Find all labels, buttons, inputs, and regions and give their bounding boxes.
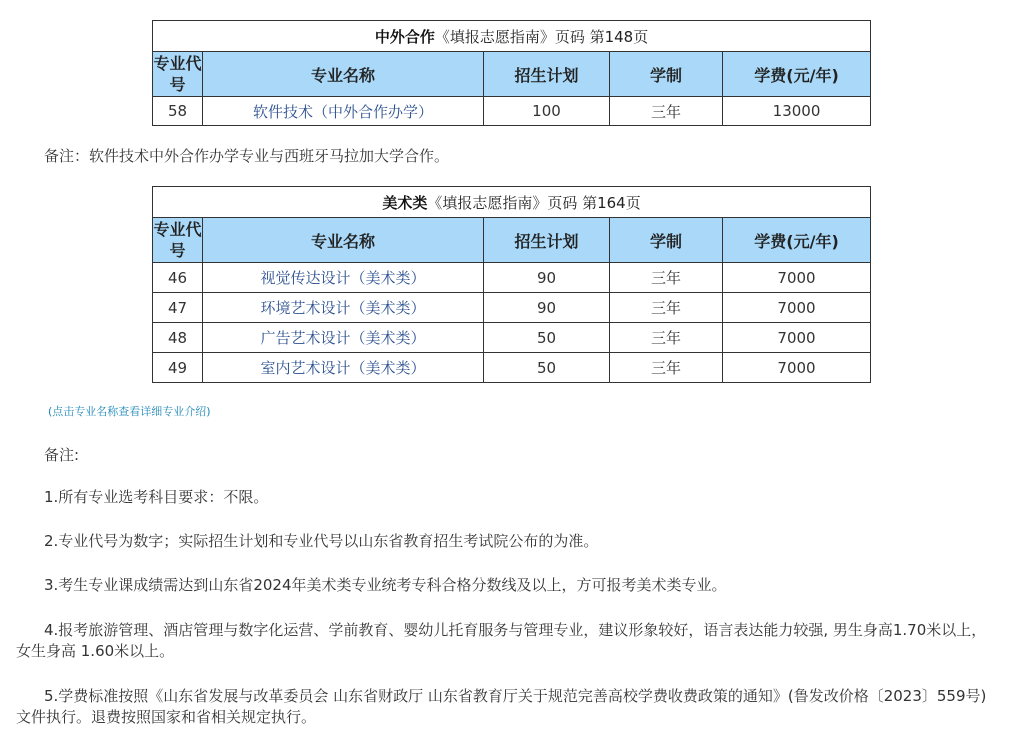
header-code: 专业代号: [153, 218, 203, 263]
caption-category: 美术类: [382, 193, 428, 212]
header-fee: 学费(元/年): [723, 218, 871, 263]
cell-duration: 三年: [610, 293, 723, 323]
table-caption: [153, 187, 871, 218]
major-name-link[interactable]: 视觉传达设计（美术类）: [203, 263, 484, 293]
major-name-link[interactable]: 广告艺术设计（美术类）: [203, 323, 484, 353]
remark-sino-foreign: 备注：软件技术中外合作办学专业与西班牙马拉加大学合作。: [44, 147, 450, 165]
header-plan: 招生计划: [484, 52, 610, 97]
cell-fee: 7000: [723, 293, 871, 323]
art-plan-table: [152, 186, 871, 383]
cell-duration: 三年: [610, 353, 723, 383]
note-item-4: 4.报考旅游管理、酒店管理与数字化运营、学前教育、婴幼儿托育服务与管理专业，建议形象较好，语言表达能力较强, 男生身高1.70米以上，女生身高 1.60米以上。: [16, 621, 987, 660]
note-item-1: 1.所有专业选考科目要求：不限。: [44, 488, 269, 506]
header-code: 专业代号: [153, 52, 203, 97]
cell-fee: 7000: [723, 323, 871, 353]
note-item-2: 2.专业代号为数字；实际招生计划和专业代号以山东省教育招生考试院公布的为准。: [44, 532, 599, 550]
cell-code: 49: [153, 353, 203, 383]
cell-duration: 三年: [610, 97, 723, 126]
cell-code: 58: [153, 97, 203, 126]
header-duration: 学制: [610, 52, 723, 97]
table-row: [153, 323, 871, 353]
table-row: [153, 353, 871, 383]
major-name-link[interactable]: 软件技术（中外合作办学）: [203, 97, 484, 126]
note-item-5: 5.学费标准按照《山东省发展与改革委员会 山东省财政厅 山东省教育厅关于规范完善高校学费收费政策的通知》(鲁发改价格〔2023〕559号)文件执行。退费按照国家和省相关规定执行。: [16, 687, 987, 726]
sino-foreign-plan-table: [152, 20, 871, 126]
cell-code: 47: [153, 293, 203, 323]
cell-plan: 50: [484, 353, 610, 383]
cell-plan: 90: [484, 293, 610, 323]
table-caption: [153, 21, 871, 52]
cell-plan: 50: [484, 323, 610, 353]
major-name-link[interactable]: 室内艺术设计（美术类）: [203, 353, 484, 383]
major-detail-hint: (点击专业名称查看详细专业介绍): [48, 405, 211, 418]
major-name-link[interactable]: 环境艺术设计（美术类）: [203, 293, 484, 323]
table-row: [153, 263, 871, 293]
note-item-3: 3.考生专业课成绩需达到山东省2024年美术类专业统考专科合格分数线及以上，方可报考美术类专业。: [44, 576, 727, 594]
header-plan: 招生计划: [484, 218, 610, 263]
cell-fee: 7000: [723, 353, 871, 383]
caption-page: 《填报志愿指南》页码 第164页: [427, 193, 641, 212]
table-row: [153, 97, 871, 126]
cell-code: 46: [153, 263, 203, 293]
header-duration: 学制: [610, 218, 723, 263]
notes-title: 备注:: [44, 446, 80, 464]
caption-category: 中外合作: [374, 27, 435, 46]
cell-code: 48: [153, 323, 203, 353]
header-name: 专业名称: [203, 218, 484, 263]
table-row: [153, 293, 871, 323]
cell-fee: 13000: [723, 97, 871, 126]
cell-duration: 三年: [610, 323, 723, 353]
cell-duration: 三年: [610, 263, 723, 293]
cell-plan: 90: [484, 263, 610, 293]
header-fee: 学费(元/年): [723, 52, 871, 97]
caption-page: 《填报志愿指南》页码 第148页: [434, 27, 649, 46]
header-name: 专业名称: [203, 52, 484, 97]
cell-plan: 100: [484, 97, 610, 126]
cell-fee: 7000: [723, 263, 871, 293]
